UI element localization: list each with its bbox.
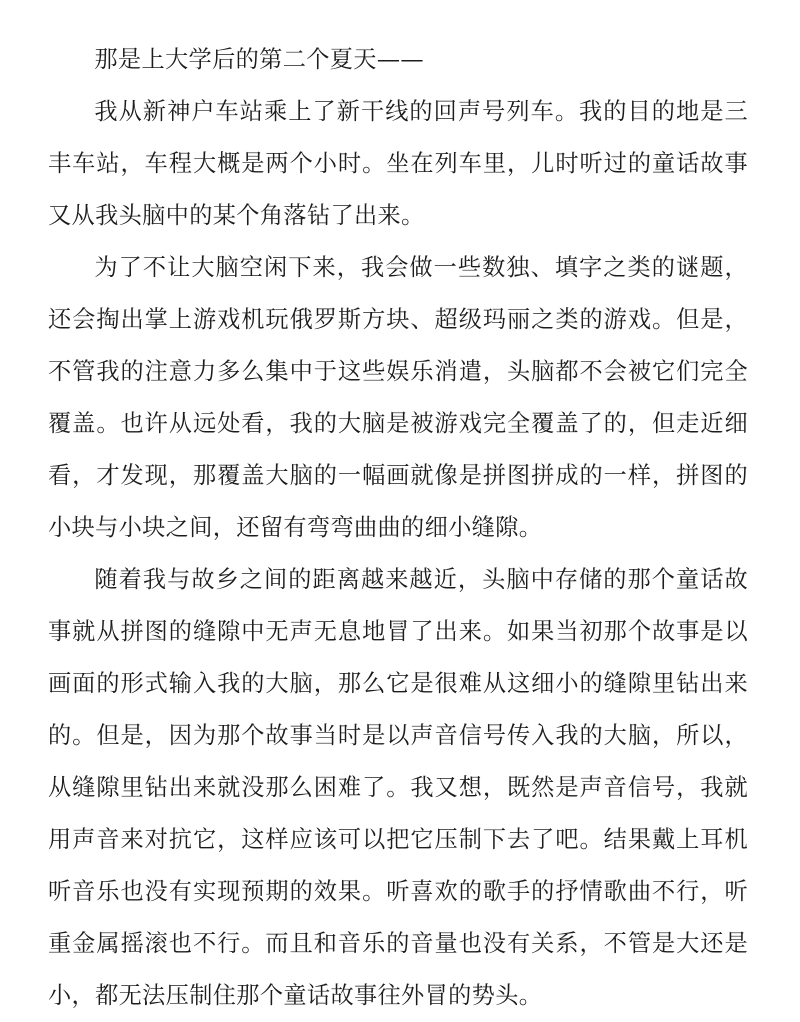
paragraph-2: 我从新神户车站乘上了新干线的回声号列车。我的目的地是三丰车站，车程大概是两个小时。坐在列车里，儿时听过的童话故事又从我头脑中的某个角落钻了出来。 — [48, 98, 748, 229]
paragraph-3: 为了不让大脑空闲下来，我会做一些数独、填字之类的谜题，还会掏出掌上游戏机玩俄罗斯方块、超级玛丽之类的游戏。但是，不管我的注意力多么集中于这些娱乐消遣，头脑都不会被它们完全覆盖。也许从远处看，我的大脑是被游戏完全覆盖了的，但走近细看，才发现，那覆盖大脑的一幅画就像是拼图拼成的一样，拼图的小块与小块之间，还留有弯弯曲曲的细小缝隙。 — [48, 254, 748, 541]
paragraph-1: 那是上大学后的第二个夏天—— — [94, 46, 424, 73]
paragraph-4: 随着我与故乡之间的距离越来越近，头脑中存储的那个童话故事就从拼图的缝隙中无声无息地冒了出来。如果当初那个故事是以画面的形式输入我的大脑，那么它是很难从这细小的缝隙里钻出来的。但是，因为那个故事当时是以声音信号传入我的大脑，所以，从缝隙里钻出来就没那么困难了。我又想，既然是声音信号，我就用声音来对抗它，这样应该可以把它压制下去了吧。结果戴上耳机听音乐也没有实现预期的效果。听喜欢的歌手的抒情歌曲不行，听重金属摇滚也不行。而且和音乐的音量也没有关系，不管是大还是小，都无法压制住那个童话故事往外冒的势头。 — [48, 566, 748, 1009]
body-text — [48, 34, 748, 1022]
